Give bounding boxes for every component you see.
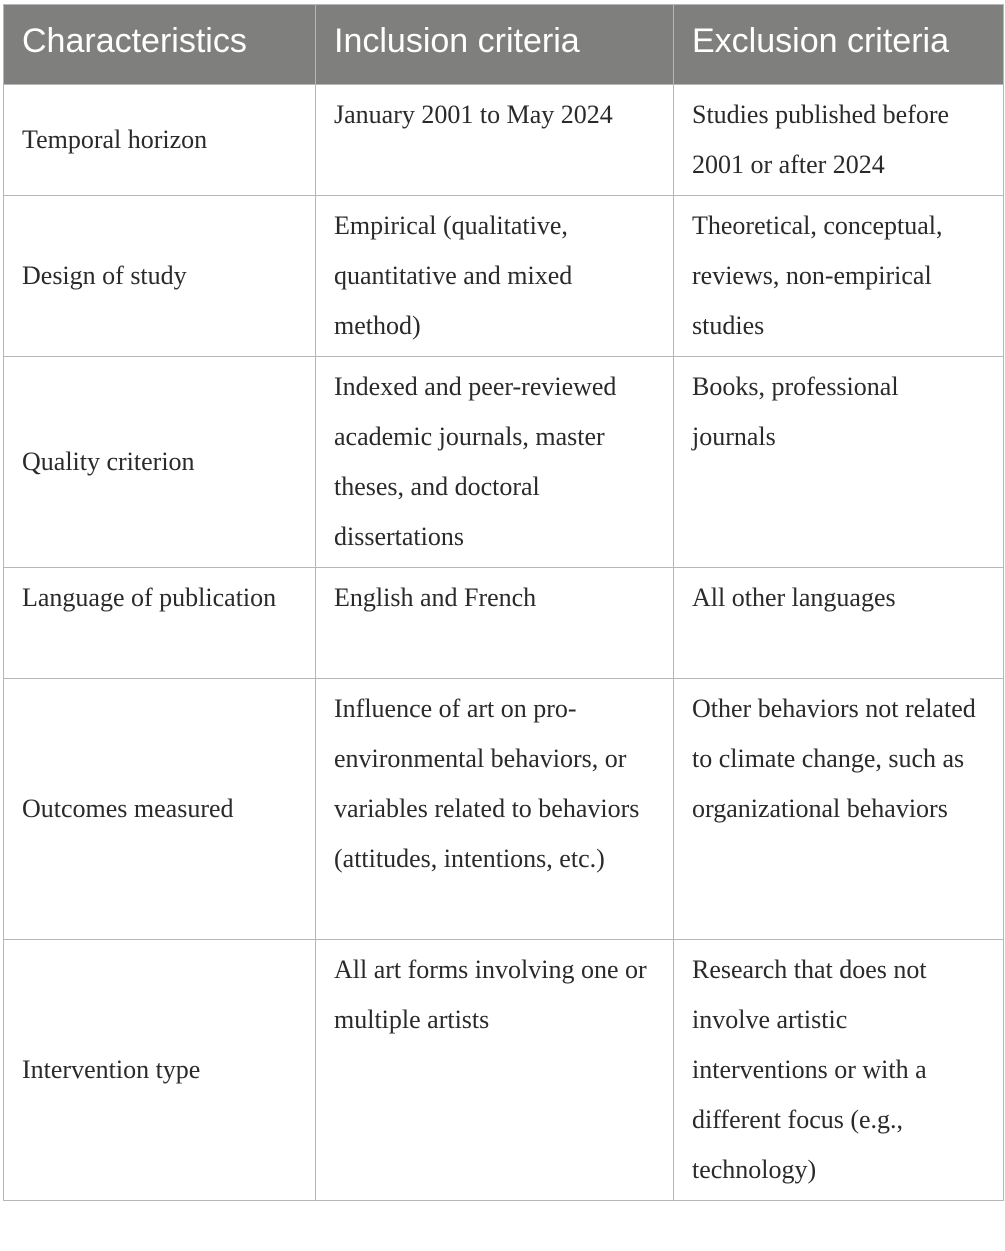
row-exclusion: Research that does not involve artistic interventions or with a different focus (e.g., technology) (674, 940, 1004, 1201)
row-characteristic: Outcomes measured (4, 679, 316, 940)
row-characteristic: Intervention type (4, 940, 316, 1201)
row-characteristic: Design of study (4, 196, 316, 357)
row-inclusion: English and French (316, 568, 674, 679)
row-inclusion: Indexed and peer-reviewed academic journals, master theses, and doctoral dissertations (316, 357, 674, 568)
table-row (4, 357, 1004, 568)
header-exclusion-criteria: Exclusion criteria (674, 5, 1004, 85)
row-inclusion: Empirical (qualitative, quantitative and mixed method) (316, 196, 674, 357)
table-row (4, 679, 1004, 940)
row-exclusion: Theoretical, conceptual, reviews, non-empirical studies (674, 196, 1004, 357)
table-row (4, 568, 1004, 679)
exclusion-text-line: Other behaviors not related (692, 694, 976, 723)
row-exclusion: Studies published before 2001 or after 2024 (674, 85, 1004, 196)
row-exclusion: Books, professional journals (674, 357, 1004, 568)
row-inclusion: January 2001 to May 2024 (316, 85, 674, 196)
row-exclusion: All other languages (674, 568, 1004, 679)
table-row (4, 940, 1004, 1201)
exclusion-text-line: to climate change, such as organizational behaviors (692, 744, 965, 823)
header-row (4, 5, 1004, 85)
row-characteristic: Temporal horizon (4, 85, 316, 196)
table-row (4, 196, 1004, 357)
row-exclusion (674, 679, 1004, 940)
row-characteristic: Quality criterion (4, 357, 316, 568)
row-characteristic: Language of publication (4, 568, 316, 679)
criteria-table (3, 4, 1004, 1201)
table-row (4, 85, 1004, 196)
header-characteristics: Characteristics (4, 5, 316, 85)
row-inclusion: All art forms involving one or multiple artists (316, 940, 674, 1201)
header-inclusion-criteria: Inclusion criteria (316, 5, 674, 85)
row-inclusion: Influence of art on pro-environmental behaviors, or variables related to behaviors (attitudes, intentions, etc.) (316, 679, 674, 940)
table-body (4, 85, 1004, 1201)
table-header (4, 5, 1004, 85)
